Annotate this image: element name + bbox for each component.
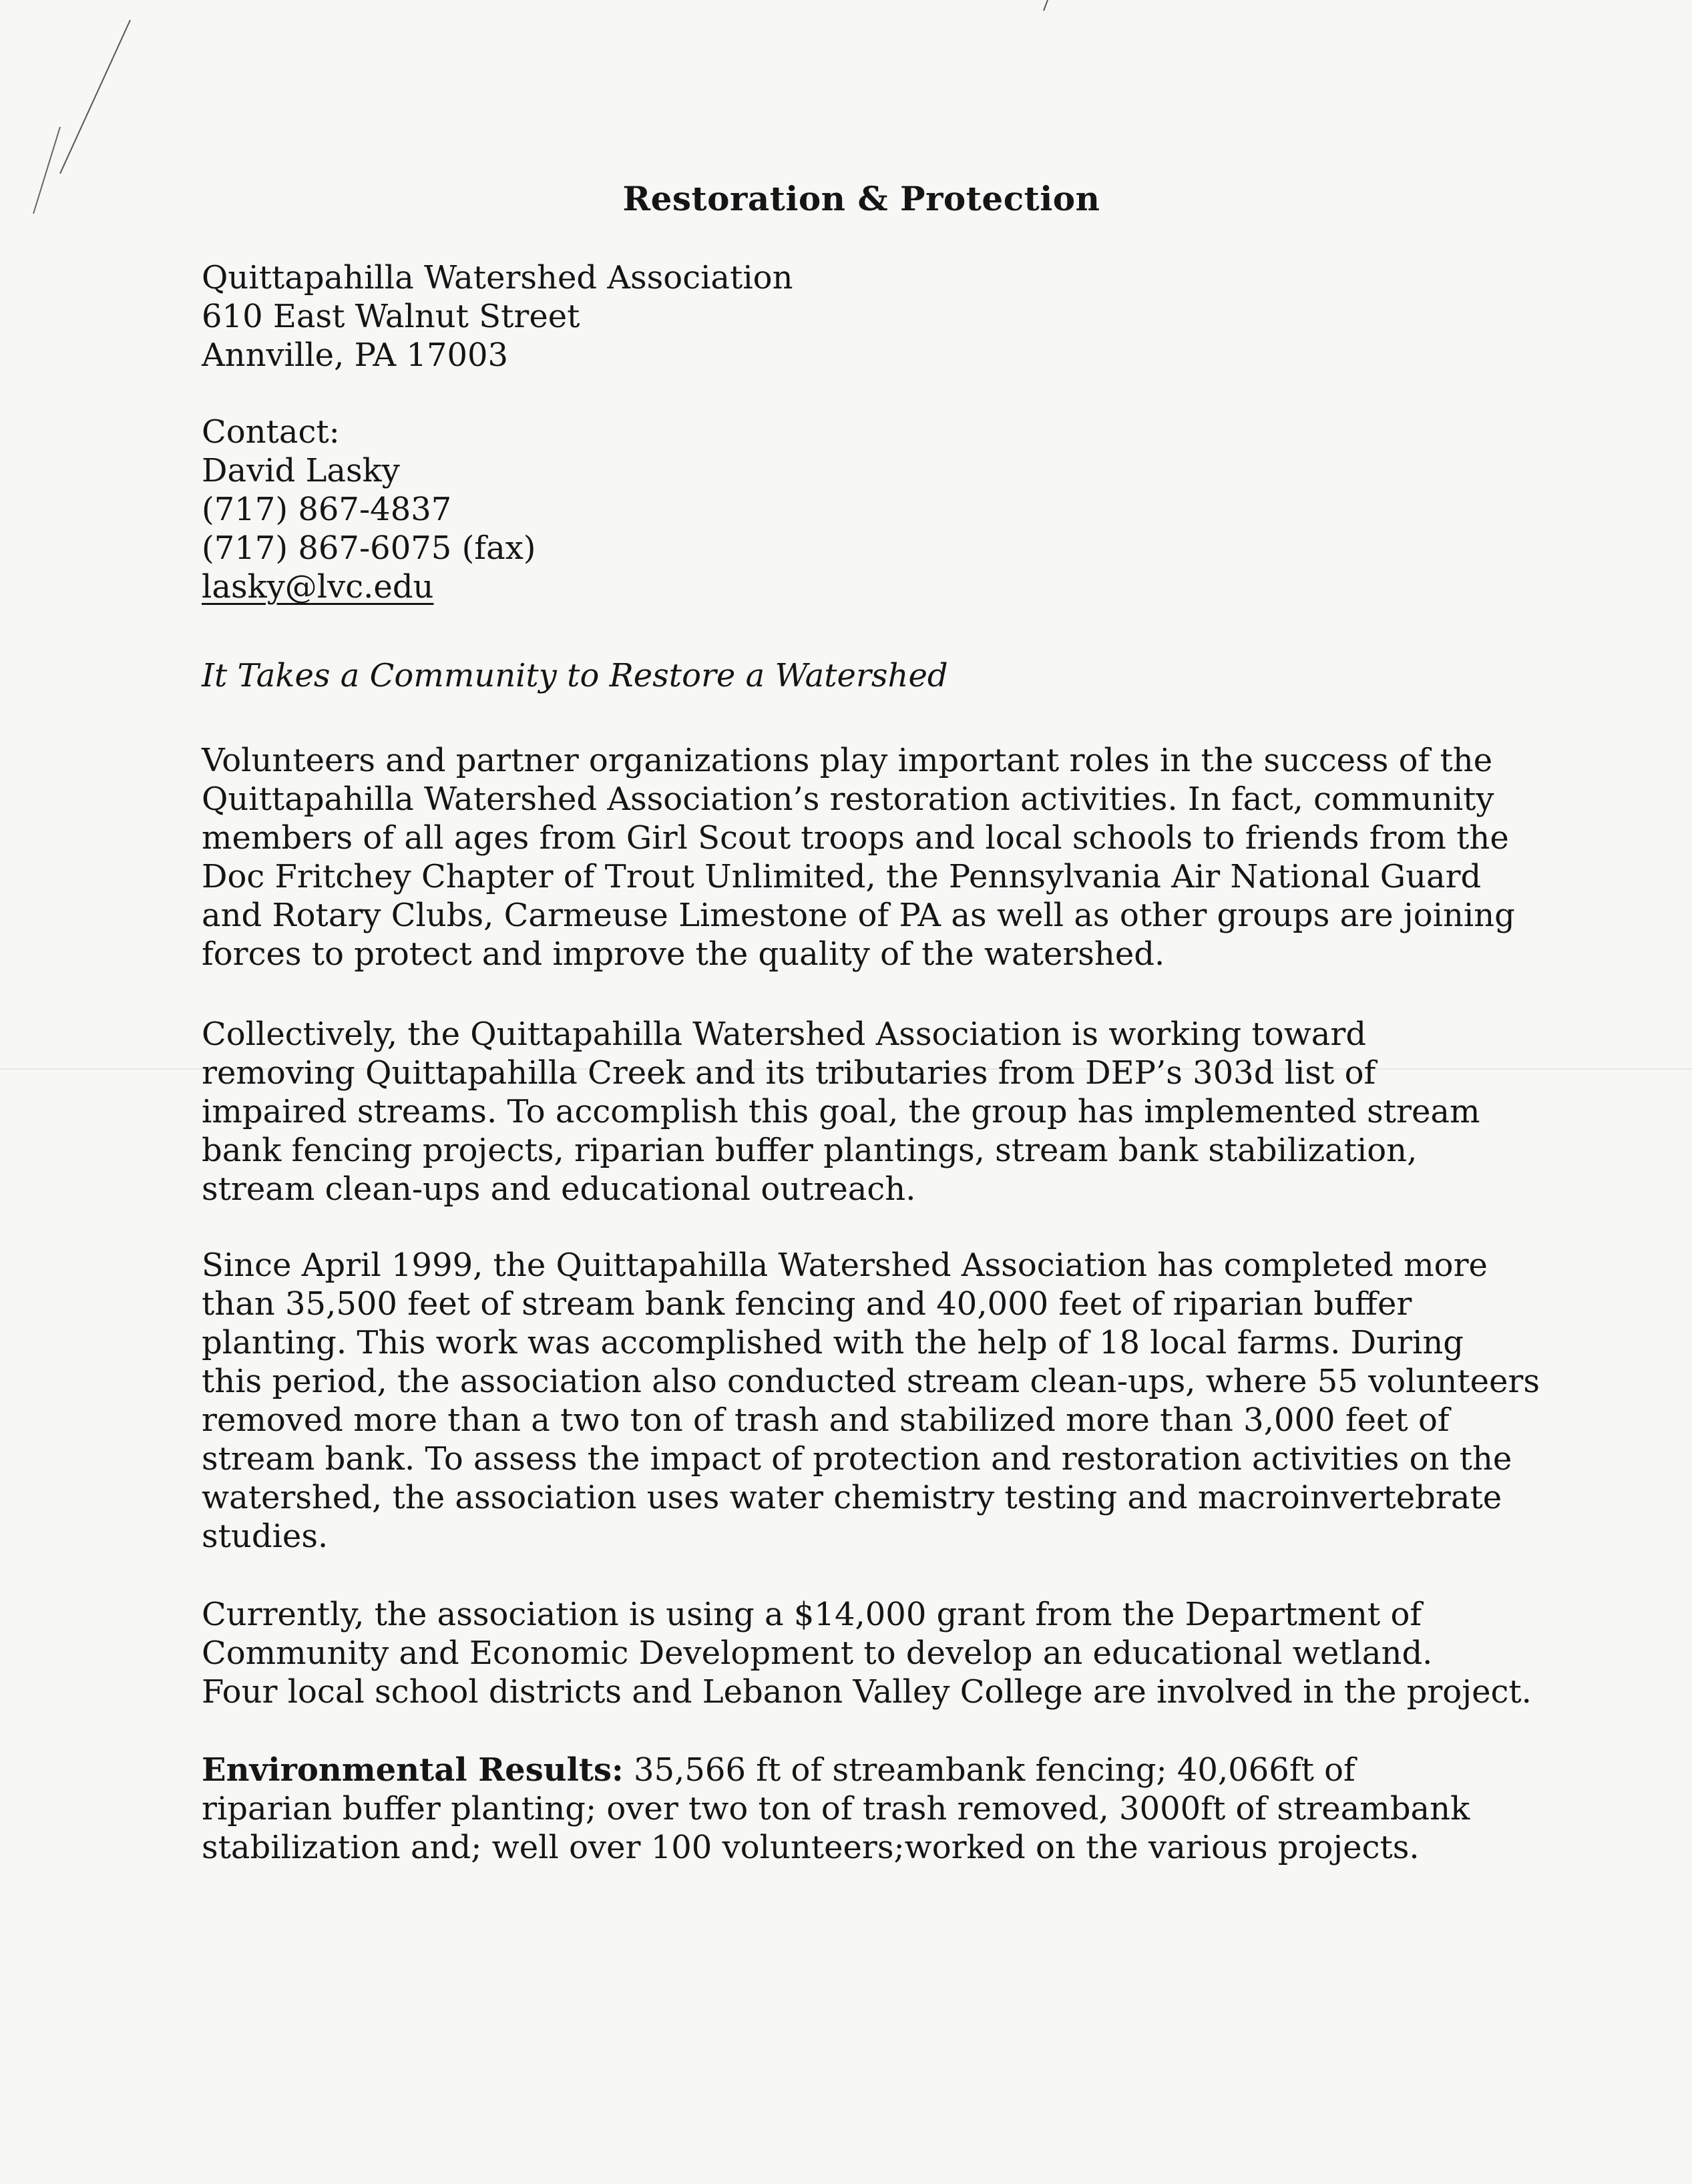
paragraph-accomplishments bbox=[202, 1246, 1540, 1556]
pencil-mark-top bbox=[1038, 0, 1052, 20]
text-line: impaired streams. To accomplish this goal, the group has implemented stream bbox=[202, 1093, 1480, 1130]
address-block bbox=[202, 258, 793, 375]
text-line: studies. bbox=[202, 1518, 329, 1555]
paragraph-results bbox=[202, 1751, 1537, 1867]
paragraph-grant bbox=[202, 1595, 1537, 1711]
text-line: Since April 1999, the Quittapahilla Watershed Association has completed more bbox=[202, 1247, 1488, 1284]
text-line: Doc Fritchey Chapter of Trout Unlimited, the Pennsylvania Air National Guard bbox=[202, 858, 1482, 895]
text-line: removed more than a two ton of trash and stabilized more than 3,000 feet of bbox=[202, 1401, 1450, 1439]
text-line: bank fencing projects, riparian buffer plantings, stream bank stabilization, bbox=[202, 1132, 1418, 1169]
results-line-3: stabilization and; well over 100 volunteers;worked on the various projects. bbox=[202, 1829, 1420, 1866]
text-line: watershed, the association uses water chemistry testing and macroinvertebrate bbox=[202, 1479, 1502, 1516]
contact-email-link[interactable]: lasky@lvc.edu bbox=[202, 568, 434, 606]
section-subtitle: It Takes a Community to Restore a Watershed bbox=[202, 657, 948, 694]
street-address: 610 East Walnut Street bbox=[202, 298, 580, 335]
text-line: Quittapahilla Watershed Association’s restoration activities. In fact, community bbox=[202, 781, 1494, 818]
results-line-1 bbox=[202, 1751, 1537, 1789]
text-line: Volunteers and partner organizations play important roles in the success of the bbox=[202, 742, 1493, 779]
contact-block bbox=[202, 413, 536, 606]
paragraph-goal bbox=[202, 1015, 1537, 1209]
page-title: Restoration & Protection bbox=[622, 179, 1100, 218]
text-line: Four local school districts and Lebanon Valley College are involved in the project. bbox=[202, 1673, 1532, 1711]
contact-phone: (717) 867-4837 bbox=[202, 491, 452, 528]
results-text-1: 35,566 ft of streambank fencing; 40,066ft of bbox=[623, 1751, 1355, 1789]
text-line: planting. This work was accomplished with the help of 18 local farms. During bbox=[202, 1324, 1464, 1361]
paragraph-community bbox=[202, 741, 1537, 973]
text-line: Currently, the association is using a $14,000 grant from the Department of bbox=[202, 1596, 1422, 1633]
text-line: removing Quittapahilla Creek and its tributaries from DEP’s 303d list of bbox=[202, 1054, 1376, 1092]
text-line: than 35,500 feet of stream bank fencing and 40,000 feet of riparian buffer bbox=[202, 1285, 1412, 1323]
city-state-zip: Annville, PA 17003 bbox=[202, 337, 509, 374]
contact-label: Contact: bbox=[202, 413, 340, 451]
text-line: stream bank. To assess the impact of protection and restoration activities on the bbox=[202, 1440, 1512, 1478]
text-line: this period, the association also conducted stream clean-ups, where 55 volunteers bbox=[202, 1363, 1540, 1400]
contact-fax: (717) 867-6075 (fax) bbox=[202, 529, 536, 567]
contact-name: David Lasky bbox=[202, 452, 400, 489]
organization-name: Quittapahilla Watershed Association bbox=[202, 259, 793, 296]
text-line: Community and Economic Development to develop an educational wetland. bbox=[202, 1634, 1433, 1672]
text-line: and Rotary Clubs, Carmeuse Limestone of PA as well as other groups are joining bbox=[202, 897, 1515, 934]
text-line: stream clean-ups and educational outreach. bbox=[202, 1170, 916, 1208]
text-line: members of all ages from Girl Scout troops and local schools to friends from the bbox=[202, 819, 1509, 857]
results-label: Environmental Results: bbox=[202, 1751, 624, 1789]
text-line: Collectively, the Quittapahilla Watershed Association is working toward bbox=[202, 1016, 1367, 1053]
results-line-2: riparian buffer planting; over two ton of trash removed, 3000ft of streambank bbox=[202, 1790, 1470, 1827]
text-line: forces to protect and improve the quality of the watershed. bbox=[202, 935, 1165, 973]
